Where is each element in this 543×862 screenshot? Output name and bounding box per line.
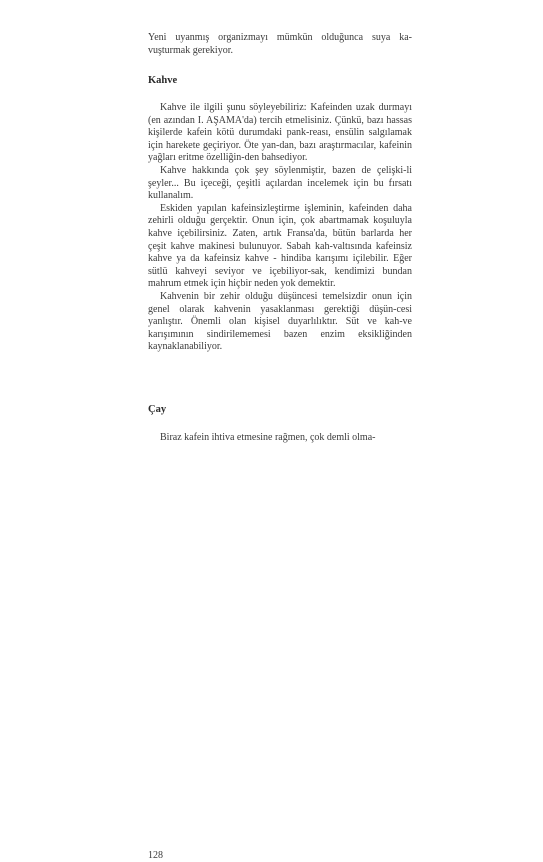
kahve-paragraph-1: Kahve ile ilgili şunu söyleyebiliriz: Kafeinden uzak durmayı (en azından I. AŞAMA'da) tercih etmelisiniz. Çünkü, bazı hassas kişilerde kafein kötü durumdaki pank-reası, ensülin salgılamak için harekete geçiriyor. Öte yan-dan, bazı araştırmacılar, kafeinin yağları eritme özelliğin-den bahsediyor.	[148, 102, 412, 164]
book-page	[148, 32, 412, 861]
section-heading-cay: Çay	[148, 404, 167, 415]
cay-paragraph-1: Biraz kafein ihtiva etmesine rağmen, çok demli olma-	[160, 432, 376, 443]
page-number: 128	[148, 850, 163, 861]
section-heading-kahve: Kahve	[148, 75, 178, 86]
section-body-kahve	[148, 102, 412, 354]
kahve-paragraph-2: Kahve hakkında çok şey söylenmiştir, bazen de çelişki-li şeyler... Bu içeceği, çeşitli açılardan incelemek için bu fırsatı kullanalım.	[148, 164, 412, 202]
intro-paragraph: Yeni uyanmış organizmayı mümkün olduğunca suya ka-vuşturmak gerekiyor.	[148, 32, 412, 56]
section-body-cay	[148, 432, 412, 861]
kahve-paragraph-4: Kahvenin bir zehir olduğu düşüncesi temelsizdir onun için genel olarak kahvenin yasaklanması gerektiği düşün-cesi yanlıştır. Önemli olan kişisel duyarlılıktır. Süt ve kah-ve karışımının sindirilememesi bazen enzim eksikliğinden kaynaklanabiliyor.	[148, 290, 412, 353]
kahve-paragraph-3: Eskiden yapılan kafeinsizleştirme işleminin, kafeinden daha zehirli olduğu gerçektir. Onun için, çok abartmamak koşuluyla kahve içebilirsiniz. Zaten, artık Fransa'da, bütün barlarda her çeşit kahve makinesi bulunuyor. Sabah kah-valtısında kafeinsiz kahve ya da kafeinsiz kahve - hindiba karışımı içilebilir. Eğer sütlü kahveyi seviyor ve içebiliyor-sak, kendimizi bundan mahrum etmek için hiçbir neden yok demektir.	[148, 202, 412, 290]
